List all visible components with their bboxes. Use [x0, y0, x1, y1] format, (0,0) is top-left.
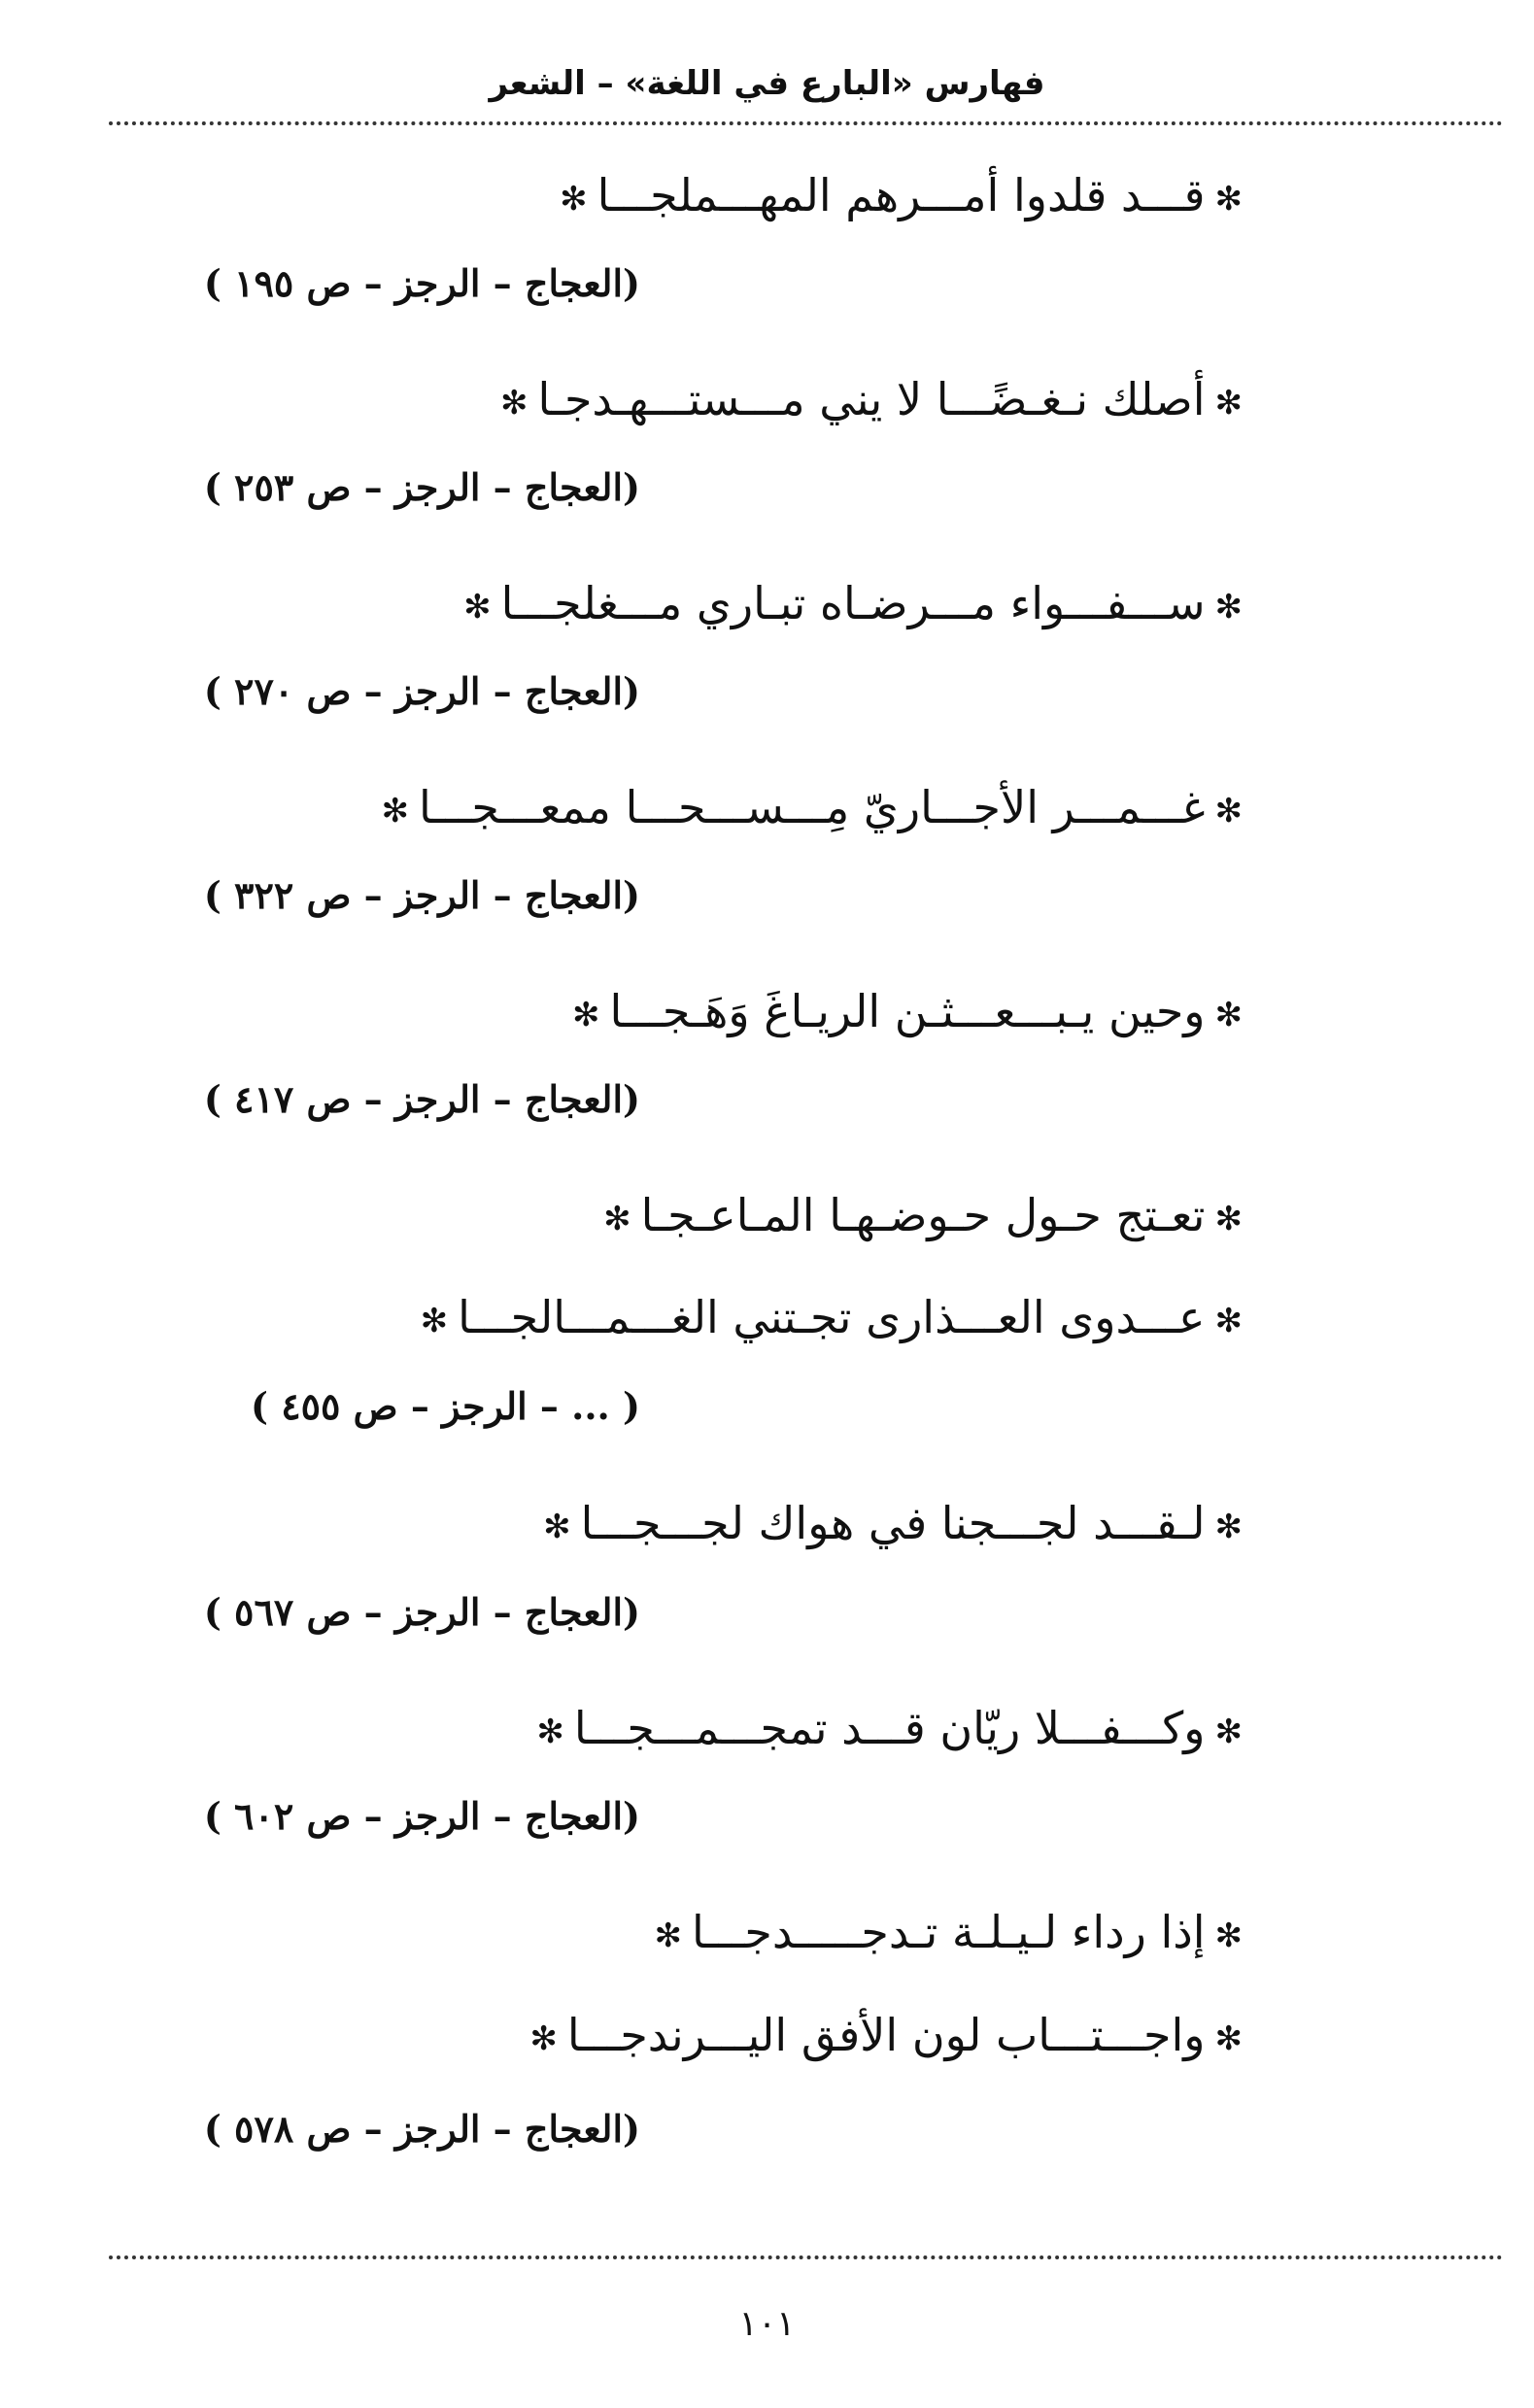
verse-line: [454, 569, 1252, 641]
page-number: ١٠١: [738, 2304, 796, 2344]
star-ornament-icon: ✻: [1214, 1713, 1243, 1751]
header-divider: [109, 121, 1503, 125]
verse-line: [533, 1489, 1252, 1561]
verse-text: تعـتج حـول حـوضـهـا المـاعـجـا: [640, 1189, 1206, 1241]
verse-text: إذا رداء لـيـلـة تـدجـــــدجـــا: [691, 1906, 1206, 1958]
verse-text: قـــد قلدوا أمـــرهم المهـــملجـــا: [597, 169, 1206, 221]
verse-line: [371, 773, 1252, 845]
star-ornament-icon: ✻: [1214, 996, 1243, 1034]
star-ornament-icon: ✻: [463, 588, 492, 627]
star-ornament-icon: ✻: [1214, 1200, 1243, 1238]
star-ornament-icon: ✻: [603, 1200, 631, 1238]
verse-line: [562, 977, 1252, 1049]
star-ornament-icon: ✻: [1214, 588, 1243, 627]
star-ornament-icon: ✻: [654, 1916, 682, 1955]
verse-text: لـقـــد لجـــجنا في هواك لجـــجـــا: [580, 1497, 1206, 1549]
verse-line: [411, 1283, 1252, 1355]
star-ornament-icon: ✻: [1214, 1302, 1243, 1340]
page-header-title: فهارس «البارع في اللغة» – الشعر: [489, 64, 1045, 103]
star-ornament-icon: ✻: [536, 1713, 564, 1751]
source-citation: (العجاج – الرجز – ص ٤١٧ ): [203, 1077, 640, 1121]
star-ornament-icon: ✻: [529, 2019, 558, 2058]
source-citation: (العجاج – الرجز – ص ٥٧٨ ): [203, 2107, 640, 2151]
star-ornament-icon: ✻: [499, 384, 528, 423]
source-citation: (العجاج – الرجز – ص ٦٠٢ ): [203, 1794, 640, 1838]
star-ornament-icon: ✻: [543, 1508, 571, 1546]
verse-line: [594, 1181, 1252, 1253]
source-citation: (العجاج – الرجز – ص ٥٦٧ ): [203, 1590, 640, 1634]
verse-line: [550, 161, 1252, 233]
source-citation: (العجاج – الرجز – ص ٢٥٣ ): [203, 465, 640, 509]
source-citation: (العجاج – الرجز – ص ١٩٥ ): [203, 261, 640, 305]
star-ornament-icon: ✻: [1214, 792, 1243, 831]
verse-text: وحين يـبـــعـــثـن الريـاغَ وَهَـجـــا: [609, 985, 1206, 1037]
star-ornament-icon: ✻: [571, 996, 600, 1034]
footer-divider: [109, 2255, 1503, 2259]
star-ornament-icon: ✻: [1214, 2019, 1243, 2058]
star-ornament-icon: ✻: [1214, 384, 1243, 423]
verse-text: ســـفـــواء مـــرضـاه تبـاري مـــغلجـــا: [500, 577, 1206, 629]
verse-text: أصلك نـغـضًـــا لا يني مـــستـــهـدجـا: [537, 373, 1206, 425]
verse-line: [644, 1898, 1252, 1970]
star-ornament-icon: ✻: [560, 180, 588, 219]
source-citation: (العجاج – الرجز – ص ٣٢٢ ): [203, 873, 640, 917]
verse-text: وكـــفـــلا ريّان قـــد تمجـــمـــجـــا: [573, 1702, 1206, 1754]
verse-text: غـــمـــر الأجـــاريّ مِـــســـحـــا ممعـــجـــا: [418, 781, 1206, 833]
source-citation: ( ... – الرجز – ص ٤٥٥ ): [251, 1384, 640, 1428]
star-ornament-icon: ✻: [420, 1302, 449, 1340]
star-ornament-icon: ✻: [381, 792, 409, 831]
verse-text: واجـــتـــاب لون الأفق اليـــرندجـــا: [566, 2009, 1206, 2061]
star-ornament-icon: ✻: [1214, 1508, 1243, 1546]
star-ornament-icon: ✻: [1214, 1916, 1243, 1955]
verse-line: [491, 365, 1252, 437]
source-citation: (العجاج – الرجز – ص ٢٧٠ ): [203, 669, 640, 713]
star-ornament-icon: ✻: [1214, 180, 1243, 219]
verse-text: عـــدوى العـــذارى تجـتني الغـــمـــالجـــا: [458, 1291, 1206, 1343]
verse-line: [520, 2001, 1252, 2073]
verse-line: [527, 1694, 1252, 1766]
